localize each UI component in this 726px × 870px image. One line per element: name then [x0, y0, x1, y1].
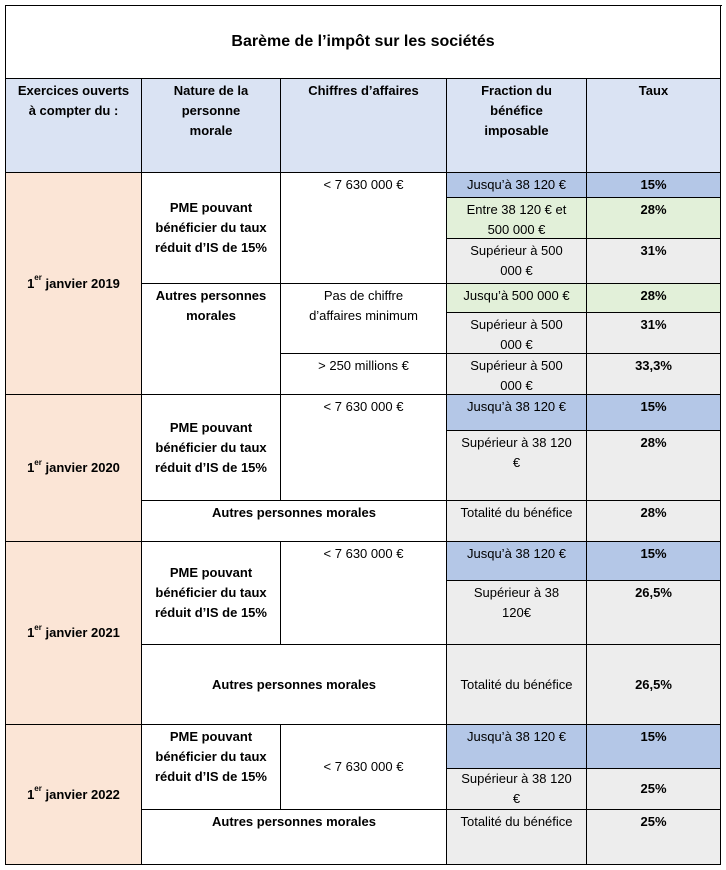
nature-pme: [142, 725, 281, 810]
fraction-cell: [447, 239, 587, 284]
taux-cell-text: 28%: [640, 505, 667, 520]
taux-cell-text: 33,3%: [635, 358, 672, 373]
ca-250: [281, 354, 447, 395]
taux-cell-text: 15%: [640, 729, 667, 744]
ca-pme-text: < 7 630 000 €: [323, 399, 404, 414]
ca-pme: [281, 173, 447, 284]
fraction-cell-text: Jusqu’à 38 120 €: [466, 177, 567, 192]
taux-cell-text: 31%: [640, 317, 667, 332]
ca-pme: [281, 725, 447, 810]
fraction-cell-text: Jusqu’à 38 120 €: [466, 399, 567, 414]
nature-pme: [142, 173, 281, 284]
taux-cell: [587, 173, 721, 198]
fraction-cell-text: Totalité du bénéfice: [460, 814, 573, 829]
taux-cell: [587, 501, 721, 542]
ca-pme-text: < 7 630 000 €: [323, 759, 404, 774]
taux-cell-text: 15%: [640, 399, 667, 414]
year-date: janvier 2022: [41, 786, 120, 802]
nature-autres-text: Autres personnes morales: [211, 676, 376, 692]
header-fraction-text: Fraction du bénéfice imposable: [481, 83, 552, 138]
taux-cell: [587, 810, 721, 865]
fraction-cell: [447, 810, 587, 865]
year-label: [27, 274, 120, 294]
fraction-cell: [447, 431, 587, 501]
fraction-cell: [447, 645, 587, 725]
taux-cell-text: 28%: [640, 435, 667, 450]
fraction-cell: [447, 581, 587, 645]
year-ordinal: er: [34, 622, 42, 632]
year-label: [27, 458, 120, 478]
fraction-cell-text: Jusqu’à 38 120 €: [466, 546, 567, 561]
year-cell: [6, 725, 142, 865]
taux-cell-text: 28%: [640, 288, 667, 303]
table-title: [6, 6, 721, 79]
taux-cell: [587, 395, 721, 431]
ca-pme: [281, 395, 447, 501]
fraction-cell: [447, 313, 587, 354]
year-date: janvier 2020: [41, 460, 120, 475]
year-label: [27, 623, 120, 643]
taux-cell: [587, 313, 721, 354]
year-cell: [6, 173, 142, 395]
fraction-cell: [447, 501, 587, 542]
year-cell: [6, 542, 142, 725]
nature-autres: [142, 284, 281, 395]
year-label: [27, 785, 120, 805]
taux-cell: [587, 645, 721, 725]
taux-cell-text: 26,5%: [635, 585, 672, 600]
ca-pme-text: < 7 630 000 €: [323, 177, 404, 192]
fraction-cell-text: Supérieur à 500 000 €: [470, 317, 563, 352]
year-date: janvier 2021: [41, 625, 120, 640]
fraction-cell-text: Supérieur à 38 120€: [473, 585, 560, 620]
taux-cell: [587, 725, 721, 769]
header-fraction: [447, 79, 587, 173]
year-ordinal: er: [34, 784, 42, 794]
fraction-cell-text: Jusqu’à 500 000 €: [463, 288, 570, 303]
header-exercices-text: Exercices ouverts à compter du :: [17, 83, 130, 118]
fraction-cell-text: Jusqu’à 38 120 €: [466, 729, 567, 744]
nature-pme: [142, 542, 281, 645]
nature-pme-text: PME pouvant bénéficier du taux réduit d’IS de 15%: [155, 419, 267, 475]
year-day: 1: [27, 460, 35, 475]
taux-cell-text: 15%: [640, 546, 667, 561]
taux-cell: [587, 284, 721, 313]
nature-autres: [142, 810, 447, 865]
taux-cell: [587, 769, 721, 810]
nature-autres: [142, 645, 447, 725]
fraction-cell-text: Totalité du bénéfice: [460, 505, 573, 520]
taux-cell: [587, 354, 721, 395]
taux-cell: [587, 431, 721, 501]
ca-min-text: Pas de chiffre d’affaires minimum: [309, 288, 418, 323]
nature-autres-text: Autres personnes morales: [155, 288, 267, 323]
year-cell: [6, 395, 142, 542]
header-taux-text: Taux: [638, 83, 669, 98]
taux-cell-text: 25%: [640, 781, 667, 796]
nature-pme-text: PME pouvant bénéficier du taux réduit d’IS de 15%: [155, 729, 267, 784]
fraction-cell-text: Totalité du bénéfice: [460, 676, 573, 692]
fraction-cell: [447, 173, 587, 198]
fraction-cell: [447, 725, 587, 769]
ca-pme: [281, 542, 447, 645]
fraction-cell-text: Supérieur à 38 120 €: [461, 771, 572, 806]
year-ordinal: er: [34, 457, 42, 467]
taux-cell: [587, 239, 721, 284]
fraction-cell: [447, 542, 587, 581]
taux-cell-text: 15%: [640, 177, 667, 192]
table-title-text: Barème de l’impôt sur les sociétés: [231, 33, 495, 50]
taux-cell: [587, 581, 721, 645]
header-exercices: [6, 79, 142, 173]
fraction-cell: [447, 198, 587, 239]
nature-autres: [142, 501, 447, 542]
header-ca-text: Chiffres d’affaires: [308, 83, 419, 98]
nature-pme: [142, 395, 281, 501]
fraction-cell-text: Supérieur à 500 000 €: [470, 358, 563, 393]
year-day: 1: [27, 625, 35, 640]
year-day: 1: [27, 786, 35, 802]
nature-autres-text: Autres personnes morales: [211, 505, 376, 520]
fraction-cell: [447, 284, 587, 313]
taux-cell-text: 25%: [640, 814, 667, 829]
ca-min: [281, 284, 447, 354]
year-date: janvier 2019: [41, 275, 120, 291]
header-taux: [587, 79, 721, 173]
year-ordinal: er: [34, 273, 42, 283]
fraction-cell-text: Supérieur à 38 120 €: [461, 435, 572, 470]
ca-250-text: > 250 millions €: [318, 358, 409, 373]
header-nature: [142, 79, 281, 173]
nature-autres-text: Autres personnes morales: [211, 814, 376, 829]
nature-pme-text: PME pouvant bénéficier du taux réduit d’IS de 15%: [155, 200, 267, 255]
fraction-cell: [447, 354, 587, 395]
ca-pme-text: < 7 630 000 €: [323, 546, 404, 561]
header-nature-text: Nature de la personne morale: [173, 83, 249, 138]
taux-cell-text: 28%: [640, 202, 667, 217]
taux-cell-text: 26,5%: [635, 676, 672, 692]
header-ca: [281, 79, 447, 173]
fraction-cell: [447, 395, 587, 431]
taux-cell: [587, 542, 721, 581]
taux-cell: [587, 198, 721, 239]
year-day: 1: [27, 275, 35, 291]
nature-pme-text: PME pouvant bénéficier du taux réduit d’IS de 15%: [155, 565, 267, 620]
fraction-cell-text: Entre 38 120 € et 500 000 €: [466, 202, 567, 237]
fraction-cell: [447, 769, 587, 810]
taux-cell-text: 31%: [640, 243, 667, 258]
fraction-cell-text: Supérieur à 500 000 €: [470, 243, 563, 278]
